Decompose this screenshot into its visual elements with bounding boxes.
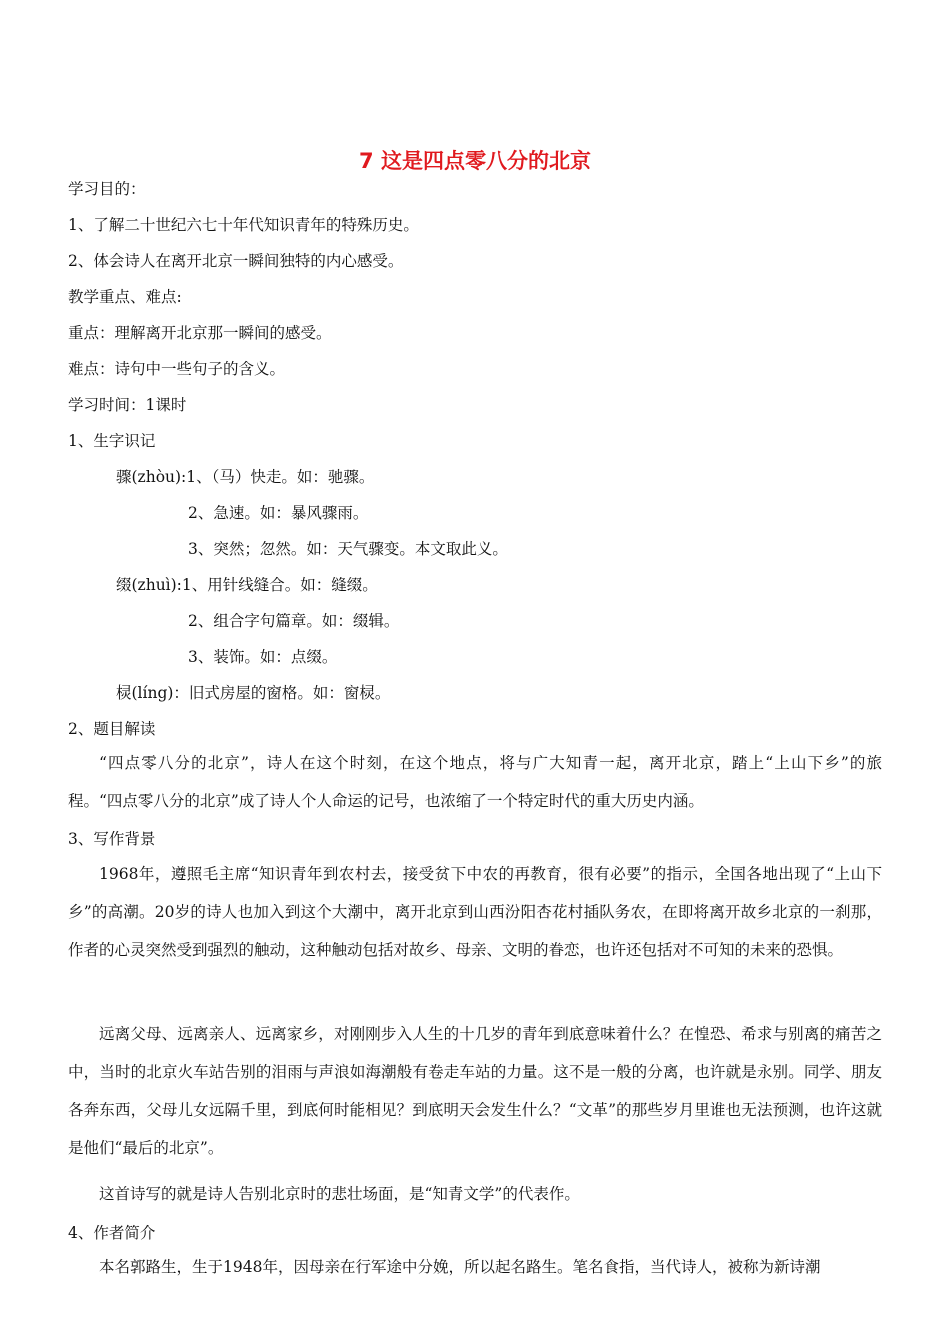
objective-item: 2、体会诗人在离开北京一瞬间独特的内心感受。: [68, 252, 404, 270]
vocab-entry: 缀(zhuì):1、用针线缝合。如：缝缀。: [116, 576, 378, 594]
vocab-entry: 棂(líng)：旧式房屋的窗格。如：窗棂。: [116, 684, 391, 702]
vocab-sense: 2、组合字句篇章。如：缀辑。: [188, 612, 400, 630]
background-paragraph: 这首诗写的就是诗人告别北京时的悲壮场面，是“知青文学”的代表作。: [99, 1185, 580, 1203]
objective-item: 1、了解二十世纪六七十年代知识青年的特殊历史。: [68, 216, 419, 234]
section-heading: 1、生字识记: [68, 432, 156, 450]
focus-heading: 教学重点、难点:: [68, 288, 182, 306]
section-heading: 3、写作背景: [68, 830, 156, 848]
section-heading: 4、作者简介: [68, 1224, 156, 1242]
title-interpretation-paragraph: “四点零八分的北京”，诗人在这个时刻，在这个地点，将与广大知青一起，离开北京，踏上“上山下乡”的旅程。“四点零八分的北京”成了诗人个人命运的记号，也浓缩了一个特定时代的重大历史内涵。: [68, 754, 882, 810]
study-time: 学习时间：1课时: [68, 396, 187, 414]
background-paragraph: 1968年，遵照毛主席“知识青年到农村去，接受贫下中农的再教育，很有必要”的指示，全国各地出现了“上山下乡”的高潮。20岁的诗人也加入到这个大潮中，离开北京到山西汾阳杏花村插队务农，在即将离开故乡北京的一刹那，作者的心灵突然受到强烈的触动，这种触动包括对故乡、母亲、文明的眷恋，也许还包括对不可知的未来的恐惧。: [68, 865, 882, 959]
vocab-sense: 3、装饰。如：点缀。: [188, 648, 338, 666]
vocab-sense: 3、突然；忽然。如：天气骤变。本文取此义。: [188, 540, 508, 558]
vocab-entry: 骤(zhòu):1、（马）快走。如：驰骤。: [116, 468, 375, 486]
section-heading: 2、题目解读: [68, 720, 156, 738]
focus-key-point: 重点：理解离开北京那一瞬间的感受。: [68, 324, 332, 342]
document-title: 7 这是四点零八分的北京: [359, 149, 591, 173]
author-paragraph: 本名郭路生，生于1948年，因母亲在行军途中分娩，所以起名路生。笔名食指，当代诗人，被称为新诗潮: [99, 1258, 821, 1276]
objectives-heading: 学习目的：: [68, 180, 146, 198]
background-paragraph: 远离父母、远离亲人、远离家乡，对刚刚步入人生的十几岁的青年到底意味着什么？在惶恐、希求与别离的痛苦之中，当时的北京火车站告别的泪雨与声浪如海潮般有卷走车站的力量。这不是一般的分离，也许就是永别。同学、朋友各奔东西，父母儿女远隔千里，到底何时能相见？到底明天会发生什么？“文革”的那些岁月里谁也无法预测，也许这就是他们“最后的北京”。: [68, 1025, 882, 1157]
vocab-sense: 2、急速。如：暴风骤雨。: [188, 504, 369, 522]
focus-difficult-point: 难点：诗句中一些句子的含义。: [68, 360, 286, 378]
